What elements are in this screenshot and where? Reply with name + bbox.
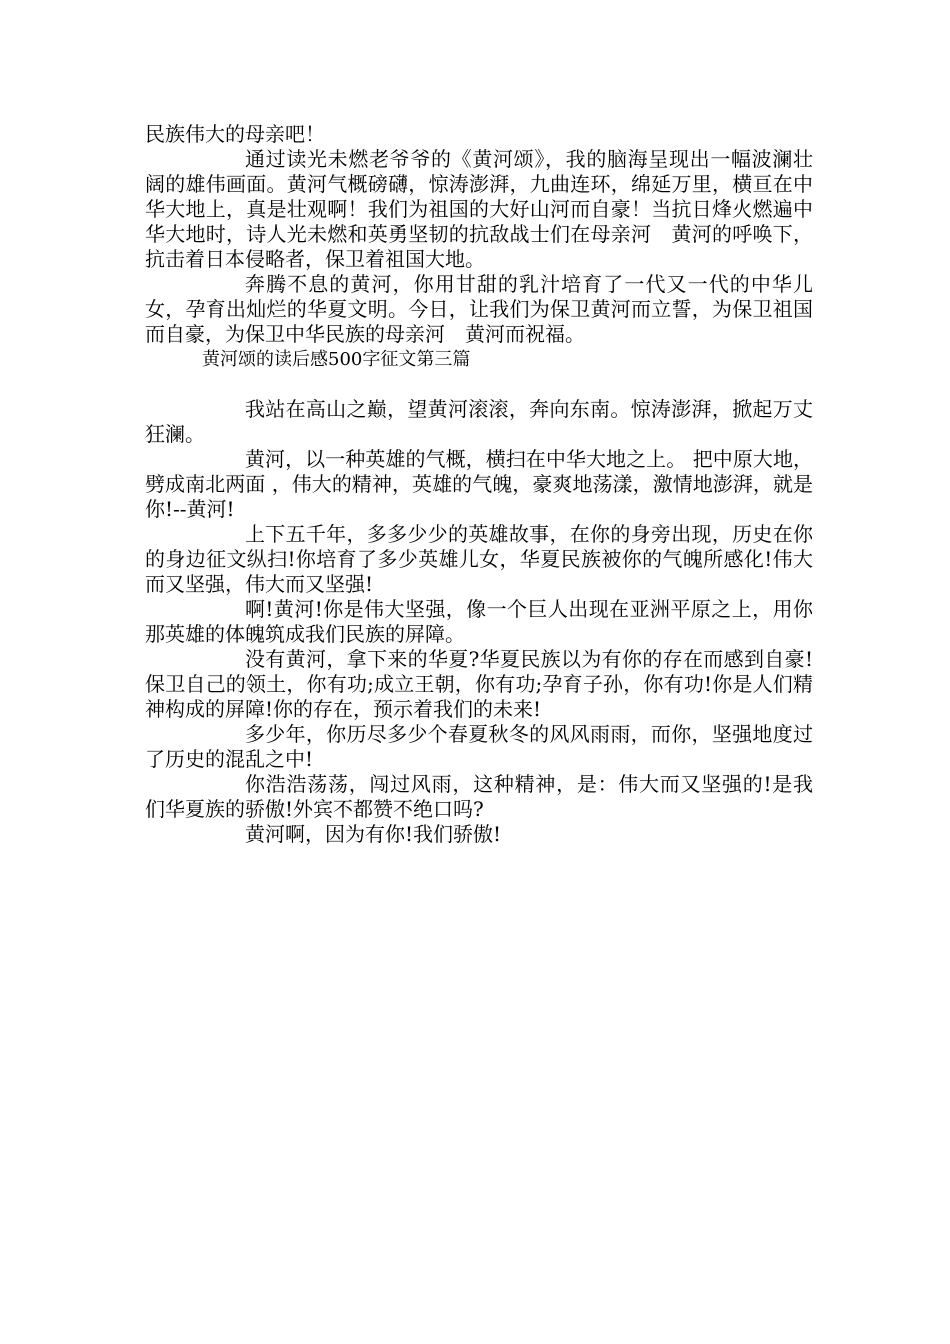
paragraph: 通过读光未燃老爷爷的《黄河颂》，我的脑海呈现出一幅波澜壮阔的雄伟画面。黄河气概磅礴，惊涛澎湃，九曲连环，绵延万里，横亘在中华大地上，真是壮观啊！我们为祖国的大好山河而自豪！当抗日烽火燃遍中华大地时，诗人光未燃和英勇坚韧的抗敌战士们在母亲河 黄河的呼唤下，抗击着日本侵略者，保卫着祖国大地。 bbox=[145, 147, 813, 271]
paragraph: 你浩浩荡荡，闯过风雨，这种精神，是：伟大而又坚强的!是我们华夏族的骄傲!外宾不都赞不绝口吗? bbox=[145, 772, 813, 821]
blank-line bbox=[145, 372, 813, 397]
paragraph: 我站在高山之巅，望黄河滚滚，奔向东南。惊涛澎湃，掀起万丈狂澜。 bbox=[145, 397, 813, 446]
paragraph: 黄河啊，因为有你!我们骄傲! bbox=[245, 822, 502, 846]
paragraph: 没有黄河，拿下来的华夏?华夏民族以为有你的存在而感到自豪!保卫自己的领土，你有功;成立王朝，你有功;孕育子孙，你有功!你是人们精神构成的屏障!你的存在，预示着我们的未来! bbox=[145, 647, 813, 721]
document-body bbox=[145, 122, 813, 847]
paragraph: 奔腾不息的黄河，你用甘甜的乳汁培育了一代又一代的中华儿女，孕育出灿烂的华夏文明。今日，让我们为保卫黄河而立誓，为保卫祖国而自豪，为保卫中华民族的母亲河 黄河而祝福。 bbox=[145, 272, 813, 346]
paragraph: 啊!黄河!你是伟大坚强，像一个巨人出现在亚洲平原之上，用你那英雄的体魄筑成我们民族的屏障。 bbox=[145, 597, 813, 646]
section-heading: 黄河颂的读后感500字征文第三篇 bbox=[202, 349, 471, 370]
paragraph: 上下五千年，多多少少的英雄故事，在你的身旁出现，历史在你的身边征文纵扫!你培育了多少英雄儿女，华夏民族被你的气魄所感化!伟大而又坚强，伟大而又坚强! bbox=[145, 522, 813, 596]
paragraph: 多少年，你历尽多少个春夏秋冬的风风雨雨，而你，坚强地度过了历史的混乱之中! bbox=[145, 722, 813, 771]
paragraph: 黄河，以一种英雄的气概，横扫在中华大地之上。 把中原大地，劈成南北两面 ，伟大的精神，英雄的气魄，豪爽地荡漾，激情地澎湃，就是你!--黄河! bbox=[145, 447, 813, 521]
paragraph-continuation: 民族伟大的母亲吧！ bbox=[145, 122, 325, 146]
